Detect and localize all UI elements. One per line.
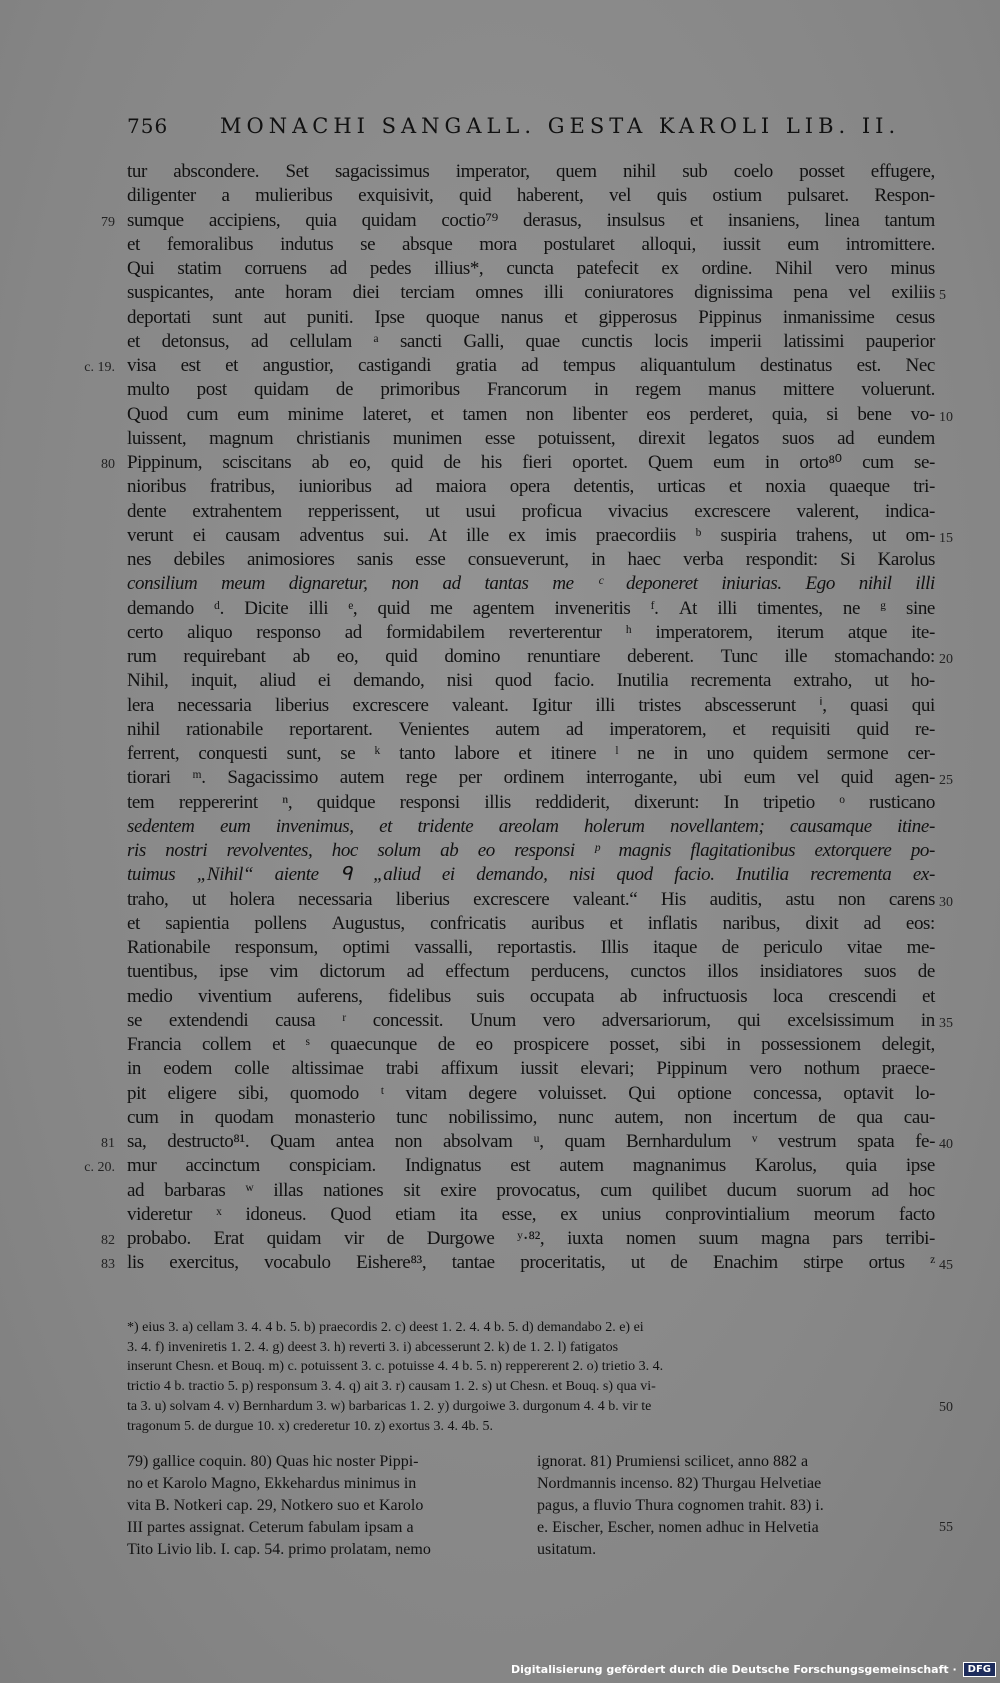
body-line [127, 572, 935, 596]
line-number-right: 15 [939, 530, 953, 546]
body-line [127, 718, 935, 742]
body-line-text: nes debiles animosiores sanis esse consueverunt, in haec verba respondit: Si Karolus [127, 549, 935, 570]
body-line-text: tuentibus, ipse vim dictorum ad effectum perducens, cunctos illos insidiatores suos de [127, 961, 935, 983]
commentary-line-number: 55 [939, 1520, 953, 1535]
commentary-line: e. Eischer, Escher, nomen adhuc in Helvetia [537, 1519, 819, 1536]
line-number-right: 45 [939, 1258, 953, 1274]
body-line-text: et femoralibus indutus se absque mora postularet alloqui, iussit eum intromittere. [127, 233, 935, 255]
variant-note-line [127, 1338, 935, 1358]
commentary-line: pagus, a fluvio Thura cognomen trahit. 83) i. [537, 1497, 824, 1514]
variant-note-line [127, 1318, 935, 1338]
body-line-text: tem reppererint ⁿ, quidque responsi illis reddiderit, dixerunt: In tripetio ᵒ rusticano [127, 791, 935, 813]
body-line-text: demando ᵈ. Dicite illi ᵉ, quid me agentem inveneritis ᶠ. At illi timentes, ne ᵍ sine [127, 597, 935, 619]
body-line [127, 475, 935, 499]
body-line [127, 985, 935, 1009]
commentary-line: Nordmannis incenso. 82) Thurgau Helvetiae [537, 1475, 822, 1492]
commentary-line: Tito Livio lib. I. cap. 54. primo prolatam, nemo [127, 1541, 431, 1558]
funding-text: Digitalisierung gefördert durch die Deutsche Forschungsgemeinschaft · [510, 1662, 957, 1676]
body-line-text: sumque accipiens, quia quidam coctio⁷⁹ derasus, insulsus et insaniens, linea tantum [127, 209, 935, 231]
body-line [127, 912, 935, 936]
commentary-line: no et Karolo Magno, Ekkehardus minimus in [127, 1475, 417, 1492]
body-line-text: cum in quodam monasterio tunc nobilissimo, nunc autem, non incertum de qua cau- [127, 1106, 935, 1128]
line-number-right: 30 [939, 894, 953, 910]
line-number-right: 35 [939, 1015, 953, 1031]
body-line [127, 403, 953, 427]
margin-reference-left: 80 [101, 457, 115, 472]
margin-reference-left: 83 [101, 1257, 115, 1273]
body-line [127, 1179, 935, 1203]
body-line-text: et sapientia pollens Augustus, confricatis auribus et inflatis naribus, dixit ad eos: [127, 912, 935, 934]
variant-note-text: ta 3. u) solvam 4. v) Bernhardum 3. w) barbaricas 1. 2. y) durgoiwe 3. durgonum 4. 4 b. vir te [127, 1398, 652, 1414]
body-line-text: tur abscondere. Set sagacissimus imperator, quem nihil sub coelo posset effugere, [127, 161, 935, 182]
body-line [127, 815, 935, 839]
body-line [127, 1009, 953, 1033]
commentary-line: ignorat. 81) Prumiensi scilicet, anno 882 a [537, 1453, 809, 1470]
body-line [127, 378, 935, 402]
body-line-text: verunt ei causam adventus sui. At ille ex imis praecordiis ᵇ suspiria trahens, ut om- [127, 524, 935, 546]
body-line [127, 160, 935, 184]
body-line [127, 742, 935, 766]
body-line [127, 645, 953, 669]
body-line-text: dente extrahentem repperissent, ut usui proficua vivacius excrescere valerent, indica- [127, 500, 935, 522]
body-line [127, 427, 935, 451]
running-head: MONACHI SANGALL. GESTA KAROLI LIB. II. [220, 114, 901, 138]
variant-note-text: tragonum 5. de durgue 10. x) crederetur 10. z) exortus 3. 4. 4b. 5. [127, 1418, 493, 1434]
body-line [84, 1154, 935, 1178]
commentary-column-right [537, 1451, 929, 1561]
body-line [127, 1033, 935, 1057]
body-line-text: mur accinctum conspiciam. Indignatus est autem magnanimus Karolus, quia ipse [127, 1155, 935, 1177]
body-line-text: Nihil, inquit, aliud ei demando, nisi quod facio. Inutilia recrementa extraho, ut ho- [127, 670, 935, 692]
body-line [127, 766, 953, 790]
body-line [127, 184, 935, 208]
body-line-text: medio viventium auferens, fidelibus suis occupata ab infructuosis loca crescendi et [127, 985, 935, 1007]
body-line-text: et detonsus, ad cellulam ᵃ sancti Galli, quae cunctis locis imperii latissimi pauperior [127, 330, 935, 352]
body-line [101, 209, 935, 233]
body-line-text: suspicantes, ante horam diei terciam omnes illi coniuratores dignissima pena vel exiliis [127, 282, 935, 304]
commentary-line: vita B. Notkeri cap. 29, Notkero suo et Karolo [127, 1497, 424, 1514]
body-line [127, 839, 935, 863]
commentary-line: 79) gallice coquin. 80) Quas hic noster Pippi- [127, 1453, 419, 1470]
body-line [127, 500, 935, 524]
line-number-right: 50 [939, 1399, 953, 1415]
body-line-text: traho, ut holera necessaria liberius excrescere valeant.“ His auditis, astu non carens [127, 888, 935, 910]
body-line-text: lis exercitus, vocabulo Eishere⁸³, tantae proceritatis, ut de Enachim stirpe ortus ᶻ [127, 1252, 935, 1274]
body-line [127, 233, 935, 257]
body-line-text: tiorari ᵐ. Sagacissimo autem rege per ordinem interrogante, ubi eum vel quid agen- [127, 767, 935, 789]
margin-reference-left: 81 [101, 1136, 115, 1151]
body-line [127, 257, 935, 281]
body-line-text: Pippinum, sciscitans ab eo, quid de his fieri oportet. Quem eum in orto⁸⁰ cum se- [127, 452, 935, 473]
line-number-right: 40 [939, 1137, 953, 1152]
line-number-right: 25 [939, 773, 953, 789]
page-header [125, 114, 901, 144]
body-line-text: visa est et angustior, castigandi gratia ad tempus aliquantulum destinatus est. Nec [127, 355, 935, 376]
variant-note-text: 3. 4. f) inveniretis 1. 2. 4. g) deest 3. h) reverti 3. i) abcesserunt 2. k) de 1. 2. l) fatigatos [127, 1339, 619, 1355]
body-line-text: ferrent, conquesti sunt, se ᵏ tanto labore et itinere ˡ ne in uno quidem sermone cer- [127, 743, 935, 764]
variant-apparatus [127, 1318, 953, 1436]
body-line [127, 791, 935, 815]
commentary-line: III partes assignat. Ceterum fabulam ipsam a [127, 1519, 414, 1536]
body-line-text: pit eligere sibi, quomodo ᵗ vitam degere voluisset. Qui optione concessa, optavit lo- [127, 1082, 935, 1104]
commentary-line: usitatum. [537, 1541, 597, 1558]
variant-note-line [127, 1417, 935, 1437]
body-line-text: rum requirebant ab eo, quid domino renuntiare deberent. Tunc ille stomachando: [127, 646, 935, 667]
body-line [101, 1227, 935, 1251]
variant-note-text: inserunt Chesn. et Bouq. m) c. potuissent 3. c. potuisse 4. 4 b. 5. n) reppererent 2. o) trietio 3. 4. [127, 1359, 664, 1375]
body-line-text: luissent, magnum christianis munimen esse potuissent, direxit legatos suos ad eundem [127, 427, 935, 449]
body-line [127, 694, 935, 718]
body-line-text: nioribus fratribus, iunioribus ad maiora opera detentis, urticas et noxia quaeque tri- [127, 476, 935, 498]
body-line [127, 524, 953, 548]
body-line-text: deportati sunt aut puniti. Ipse quoque nanus et gipperosus Pippinus inmanissime cesus [127, 306, 935, 328]
body-line [101, 1251, 953, 1275]
line-number-right: 20 [939, 652, 953, 667]
body-line [127, 1203, 935, 1227]
body-line-text: se extendendi causa ʳ concessit. Unum vero adversariorum, qui excelsissimum in [127, 1009, 935, 1031]
body-line-text: Rationabile responsum, optimi vassalli, reportastis. Illis itaque de periculo vitae me- [127, 937, 935, 958]
dfg-logo: DFG [963, 1662, 996, 1677]
commentary-column-left [127, 1451, 519, 1561]
body-line-text: lera necessaria liberius excrescere valeant. Igitur illi tristes abscesserunt ⁱ, quasi qui [127, 694, 935, 716]
body-line [127, 1057, 935, 1081]
body-line [127, 330, 935, 354]
margin-reference-left: c. 20. [84, 1160, 115, 1176]
body-line-text: certo aliquo responso ad formidabilem reverterentur ʰ imperatorem, iterum atque ite- [127, 621, 935, 643]
body-line [127, 1106, 935, 1130]
body-line-text: Francia collem et ˢ quaecunque de eo prospicere posset, sibi in possessionem delegit, [127, 1034, 935, 1055]
funding-banner [511, 1660, 996, 1678]
variant-note-line [127, 1397, 953, 1417]
body-line [127, 669, 935, 693]
body-line-text: sa, destructo⁸¹. Quam antea non absolvam ᵘ, quam Bernhardulum ᵛ vestrum spata fe- [127, 1131, 935, 1152]
margin-reference-left: 82 [101, 1233, 115, 1248]
body-line-text: videretur ˣ idoneus. Quod etiam ita esse, ex unius conprovintialium meorum facto [127, 1203, 935, 1225]
body-line-text: ris nostri revolventes, hoc solum ab eo responsi ᵖ magnis flagitationibus extorquere po- [127, 840, 935, 861]
line-number-right: 5 [939, 288, 946, 304]
body-line-text: consilium meum dignaretur, non ad tantas me ᶜ deponeret iniurias. Ego nihil illi [127, 573, 935, 595]
body-line [127, 597, 935, 621]
body-line [101, 1130, 953, 1154]
main-text [84, 160, 953, 1276]
body-line-text: Quod cum eum minime lateret, et tamen non libenter eos perderet, quia, si bene vo- [127, 403, 935, 425]
margin-reference-left: c. 19. [84, 360, 115, 375]
body-line [127, 936, 935, 960]
page-number: 756 [127, 114, 169, 138]
variant-note-text: *) eius 3. a) cellam 3. 4. 4 b. 5. b) praecordis 2. c) deest 1. 2. 4. 4 b. 5. d) demandabo 2. e) ei [127, 1320, 644, 1335]
body-line [101, 451, 935, 475]
line-number-right: 10 [939, 409, 953, 425]
body-line-text: diligenter a mulieribus exquisivit, quid haberent, vel quis ostium pulsaret. Respon- [127, 185, 935, 207]
margin-reference-left: 79 [101, 214, 115, 230]
body-line-text: in eodem colle altissimae trabi affixum iussit elevari; Pippinum vero nothum praece- [127, 1058, 935, 1080]
body-line [84, 354, 935, 378]
body-line [127, 548, 935, 572]
variant-note-line [127, 1377, 935, 1397]
body-line-text: ad barbaras ʷ illas nationes sit exire provocatus, cum quilibet ducum suorum ad hoc [127, 1179, 935, 1201]
body-line [127, 960, 935, 984]
body-line [127, 863, 935, 887]
body-line-text: sedentem eum invenimus, et tridente areolam holerum novellantem; causamque itine- [127, 815, 935, 837]
body-line-text: multo post quidam de primoribus Francorum in regem manus mittere voluerunt. [127, 379, 935, 401]
body-line-text: probabo. Erat quidam vir de Durgowe ʸ·⁸², iuxta nomen suum magna pars terribi- [127, 1228, 935, 1249]
body-line [127, 281, 946, 305]
body-line [127, 621, 935, 645]
body-line-text: nihil rationabile reportarent. Venientes autem ad imperatorem, et requisiti quid re- [127, 718, 935, 740]
body-line-text: tuimus „Nihil“ aiente ᑫ „aliud ei demando, nisi quod facio. Inutilia recrementa ex- [127, 864, 935, 886]
body-line [127, 306, 935, 330]
body-line [127, 888, 953, 912]
variant-note-line [127, 1357, 935, 1377]
variant-note-text: trictio 4 b. tractio 5. p) responsum 3. 4. q) ait 3. r) causam 1. 2. s) ut Chesn. et Bouq. s) qua vi- [127, 1379, 656, 1395]
body-line-text: Qui statim corruens ad pedes illius*, cuncta patefecit ex ordine. Nihil vero minus [127, 258, 935, 279]
body-line [127, 1082, 935, 1106]
